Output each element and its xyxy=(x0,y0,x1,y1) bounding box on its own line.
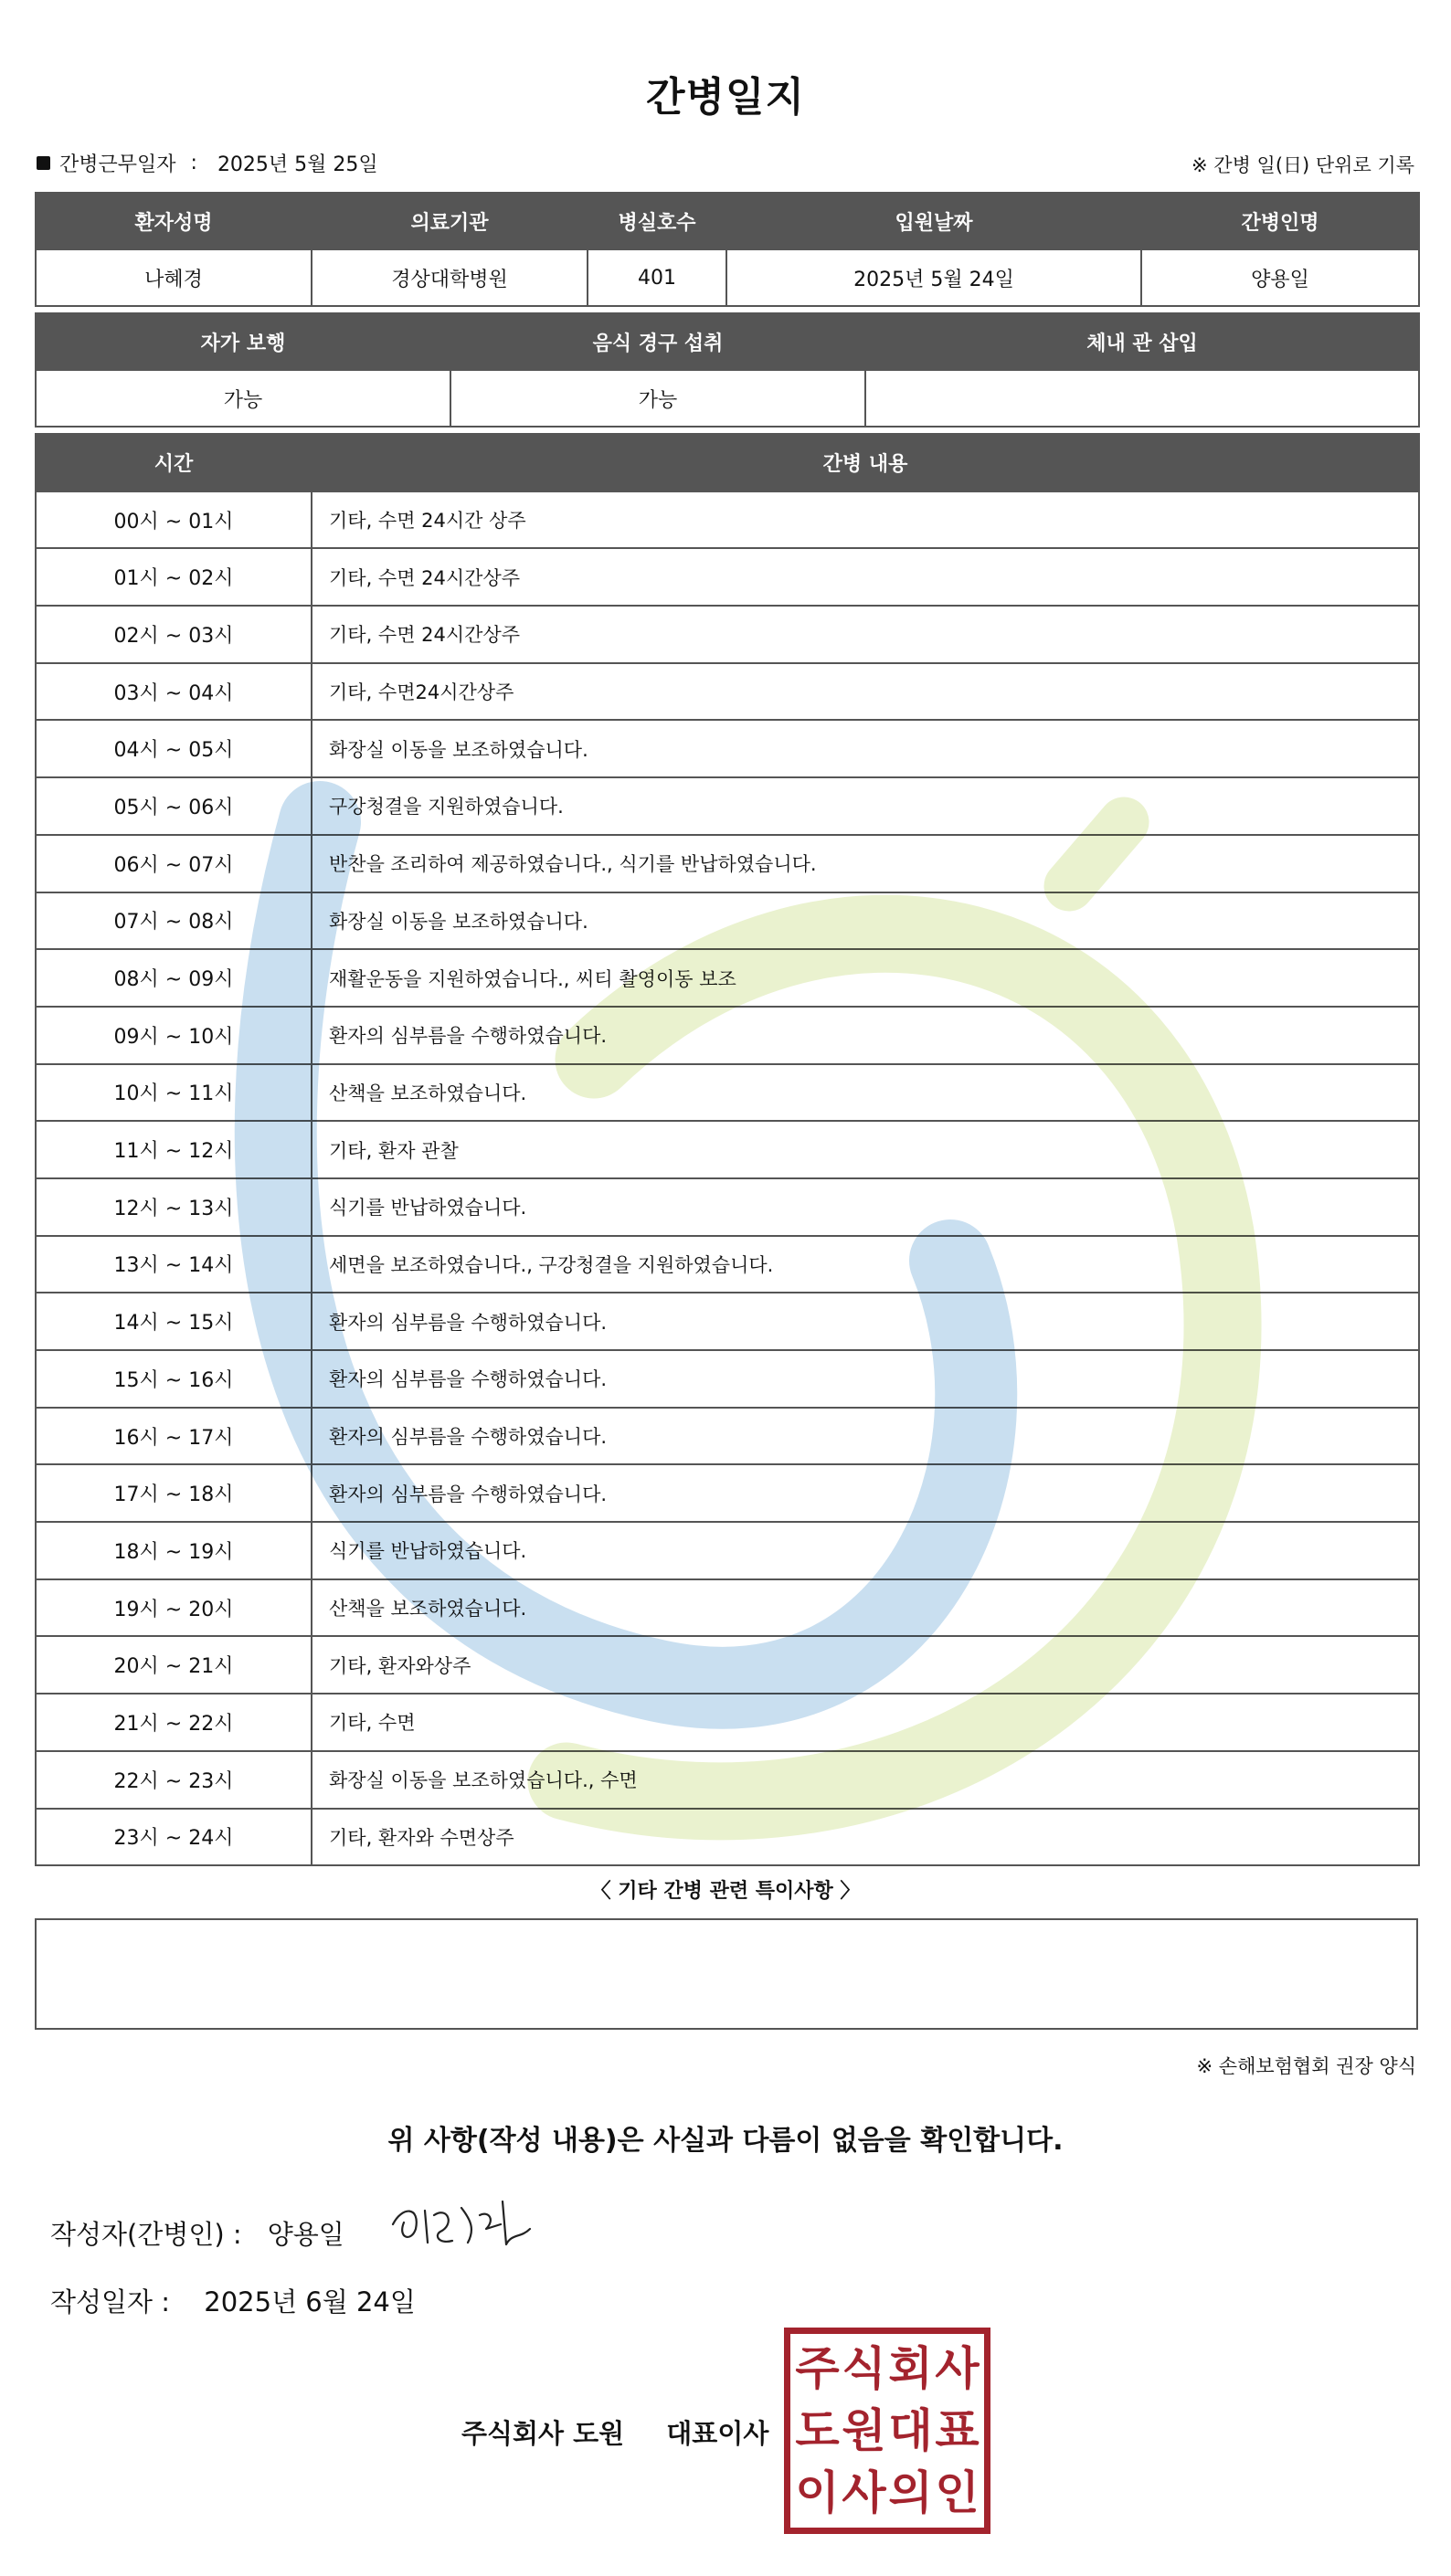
work-date-colon: : xyxy=(190,152,197,174)
care-log-row xyxy=(36,777,1419,835)
care-time-cell: 14시 ~ 15시 xyxy=(36,1293,312,1350)
care-log-row xyxy=(36,1522,1419,1579)
admission-date: 2025년 5월 24일 xyxy=(726,249,1141,306)
company-seal-stamp xyxy=(784,2328,990,2534)
work-date-value: 2025년 5월 25일 xyxy=(217,153,378,176)
care-content-cell: 화장실 이동을 보조하였습니다., 수면 xyxy=(312,1751,1419,1809)
care-content-cell: 식기를 반납하였습니다. xyxy=(312,1178,1419,1236)
oral-intake-value: 가능 xyxy=(450,370,865,427)
care-content-cell: 구강청결을 지원하였습니다. xyxy=(312,777,1419,835)
care-log-row xyxy=(36,1007,1419,1064)
care-content-cell: 환자의 심부름을 수행하였습니다. xyxy=(312,1293,1419,1350)
care-time-cell: 12시 ~ 13시 xyxy=(36,1178,312,1236)
bullet-square-icon xyxy=(37,156,50,170)
patient-name: 나혜경 xyxy=(36,249,312,306)
care-log-row xyxy=(36,1293,1419,1350)
record-unit-note: ※ 간병 일(日) 단위로 기록 xyxy=(1192,154,1414,176)
care-log-row xyxy=(36,892,1419,950)
special-notes-title: 〈 기타 간병 관련 특이사항 〉 xyxy=(590,1880,861,1903)
care-log-row xyxy=(36,1350,1419,1408)
header-hospital: 의료기관 xyxy=(312,193,588,249)
caregiver-name: 양용일 xyxy=(1141,249,1419,306)
work-date-label: 간병근무일자 xyxy=(59,153,176,176)
handwritten-signature xyxy=(384,2188,539,2261)
ability-table xyxy=(35,312,1420,428)
room-number: 401 xyxy=(588,249,726,306)
care-content-cell: 환자의 심부름을 수행하였습니다. xyxy=(312,1464,1419,1522)
care-content-cell: 산책을 보조하였습니다. xyxy=(312,1064,1419,1122)
care-content-cell: 화장실 이동을 보조하였습니다. xyxy=(312,720,1419,777)
header-patient-name: 환자성명 xyxy=(36,193,312,249)
walking-value: 가능 xyxy=(36,370,450,427)
care-time-cell: 06시 ~ 07시 xyxy=(36,835,312,892)
seal-char: 주 xyxy=(795,2342,840,2395)
seal-char: 사 xyxy=(842,2466,886,2519)
care-time-cell: 01시 ~ 02시 xyxy=(36,548,312,606)
confirmation-statement: 위 사항(작성 내용)은 사실과 다름이 없음을 확인합니다. xyxy=(387,2125,1064,2157)
company-role: 대표이사 xyxy=(666,2418,769,2449)
care-log-row xyxy=(36,548,1419,606)
header-room: 병실호수 xyxy=(588,193,726,249)
care-content-cell: 기타, 수면 xyxy=(312,1694,1419,1751)
ability-header-row xyxy=(36,313,1419,370)
written-date-line xyxy=(50,2282,416,2319)
care-time-cell: 02시 ~ 03시 xyxy=(36,606,312,663)
care-time-cell: 05시 ~ 06시 xyxy=(36,777,312,835)
care-time-cell: 03시 ~ 04시 xyxy=(36,663,312,721)
seal-char: 식 xyxy=(842,2342,886,2395)
care-time-cell: 17시 ~ 18시 xyxy=(36,1464,312,1522)
seal-char: 인 xyxy=(935,2466,980,2519)
care-content-cell: 기타, 수면24시간상주 xyxy=(312,663,1419,721)
care-time-cell: 04시 ~ 05시 xyxy=(36,720,312,777)
care-time-cell: 16시 ~ 17시 xyxy=(36,1408,312,1465)
care-log-row xyxy=(36,1064,1419,1122)
care-log-row xyxy=(36,1809,1419,1866)
care-time-cell: 07시 ~ 08시 xyxy=(36,892,312,950)
seal-char: 도 xyxy=(795,2404,840,2457)
care-content-cell: 환자의 심부름을 수행하였습니다. xyxy=(312,1007,1419,1064)
seal-char: 원 xyxy=(842,2404,886,2457)
care-log-row xyxy=(36,720,1419,777)
written-date-label: 작성일자 : xyxy=(50,2286,171,2317)
hospital-name: 경상대학병원 xyxy=(312,249,588,306)
care-log-row xyxy=(36,491,1419,549)
company-line xyxy=(461,2413,768,2451)
care-log-table xyxy=(35,433,1420,1866)
care-content-cell: 산책을 보조하였습니다. xyxy=(312,1579,1419,1637)
care-log-row xyxy=(36,835,1419,892)
special-notes-box xyxy=(35,1918,1418,2030)
care-log-row xyxy=(36,1636,1419,1694)
care-log-row xyxy=(36,663,1419,721)
care-content-cell: 기타, 환자 관찰 xyxy=(312,1121,1419,1178)
company-name: 주식회사 도원 xyxy=(461,2418,625,2449)
care-content-cell: 환자의 심부름을 수행하였습니다. xyxy=(312,1408,1419,1465)
work-date-line xyxy=(37,149,378,177)
seal-char: 이 xyxy=(795,2466,840,2519)
care-log-row xyxy=(36,1579,1419,1637)
header-tube: 체내 관 삽입 xyxy=(865,313,1419,370)
care-time-cell: 20시 ~ 21시 xyxy=(36,1636,312,1694)
written-date-value: 2025년 6월 24일 xyxy=(204,2286,416,2317)
care-log-row xyxy=(36,1408,1419,1465)
care-log-row xyxy=(36,1178,1419,1236)
writer-line xyxy=(50,2214,344,2252)
care-log-row xyxy=(36,1464,1419,1522)
care-log-row xyxy=(36,1751,1419,1809)
header-caregiver: 간병인명 xyxy=(1141,193,1419,249)
seal-char: 표 xyxy=(935,2404,980,2457)
form-source-note: ※ 손해보험협회 권장 양식 xyxy=(1196,2055,1416,2077)
header-oral-intake: 음식 경구 섭취 xyxy=(450,313,865,370)
care-time-cell: 00시 ~ 01시 xyxy=(36,491,312,549)
header-time: 시간 xyxy=(36,434,312,491)
page-title: 간병일지 xyxy=(645,74,805,121)
care-time-cell: 22시 ~ 23시 xyxy=(36,1751,312,1809)
care-content-cell: 재활운동을 지원하였습니다., 씨티 촬영이동 보조 xyxy=(312,949,1419,1007)
ability-value-row xyxy=(36,370,1419,427)
patient-header-row xyxy=(36,193,1419,249)
care-time-cell: 18시 ~ 19시 xyxy=(36,1522,312,1579)
header-walking: 자가 보행 xyxy=(36,313,450,370)
care-time-cell: 23시 ~ 24시 xyxy=(36,1809,312,1866)
seal-char: 의 xyxy=(888,2466,933,2519)
tube-value xyxy=(865,370,1419,427)
patient-value-row xyxy=(36,249,1419,306)
care-content-cell: 화장실 이동을 보조하였습니다. xyxy=(312,892,1419,950)
care-time-cell: 11시 ~ 12시 xyxy=(36,1121,312,1178)
care-time-cell: 10시 ~ 11시 xyxy=(36,1064,312,1122)
writer-label: 작성자(간병인) : xyxy=(50,2219,242,2250)
care-content-cell: 세면을 보조하였습니다., 구강청결을 지원하였습니다. xyxy=(312,1236,1419,1293)
seal-char: 대 xyxy=(888,2404,933,2457)
care-time-cell: 19시 ~ 20시 xyxy=(36,1579,312,1637)
care-log-row xyxy=(36,606,1419,663)
header-admission-date: 입원날짜 xyxy=(726,193,1141,249)
header-care-content: 간병 내용 xyxy=(312,434,1419,491)
care-log-row xyxy=(36,1121,1419,1178)
care-log-header-row xyxy=(36,434,1419,491)
care-content-cell: 기타, 수면 24시간 상주 xyxy=(312,491,1419,549)
care-time-cell: 08시 ~ 09시 xyxy=(36,949,312,1007)
care-content-cell: 기타, 환자와상주 xyxy=(312,1636,1419,1694)
care-log-row xyxy=(36,949,1419,1007)
care-time-cell: 15시 ~ 16시 xyxy=(36,1350,312,1408)
care-log-row xyxy=(36,1236,1419,1293)
care-time-cell: 13시 ~ 14시 xyxy=(36,1236,312,1293)
care-log-row xyxy=(36,1694,1419,1751)
care-content-cell: 반찬을 조리하여 제공하였습니다., 식기를 반납하였습니다. xyxy=(312,835,1419,892)
care-content-cell: 기타, 환자와 수면상주 xyxy=(312,1809,1419,1866)
care-content-cell: 식기를 반납하였습니다. xyxy=(312,1522,1419,1579)
patient-info-table xyxy=(35,192,1420,307)
care-time-cell: 21시 ~ 22시 xyxy=(36,1694,312,1751)
care-content-cell: 기타, 수면 24시간상주 xyxy=(312,548,1419,606)
seal-char: 회 xyxy=(888,2342,933,2395)
care-content-cell: 기타, 수면 24시간상주 xyxy=(312,606,1419,663)
seal-char: 사 xyxy=(935,2342,980,2395)
writer-name: 양용일 xyxy=(267,2219,344,2250)
care-content-cell: 환자의 심부름을 수행하였습니다. xyxy=(312,1350,1419,1408)
care-time-cell: 09시 ~ 10시 xyxy=(36,1007,312,1064)
